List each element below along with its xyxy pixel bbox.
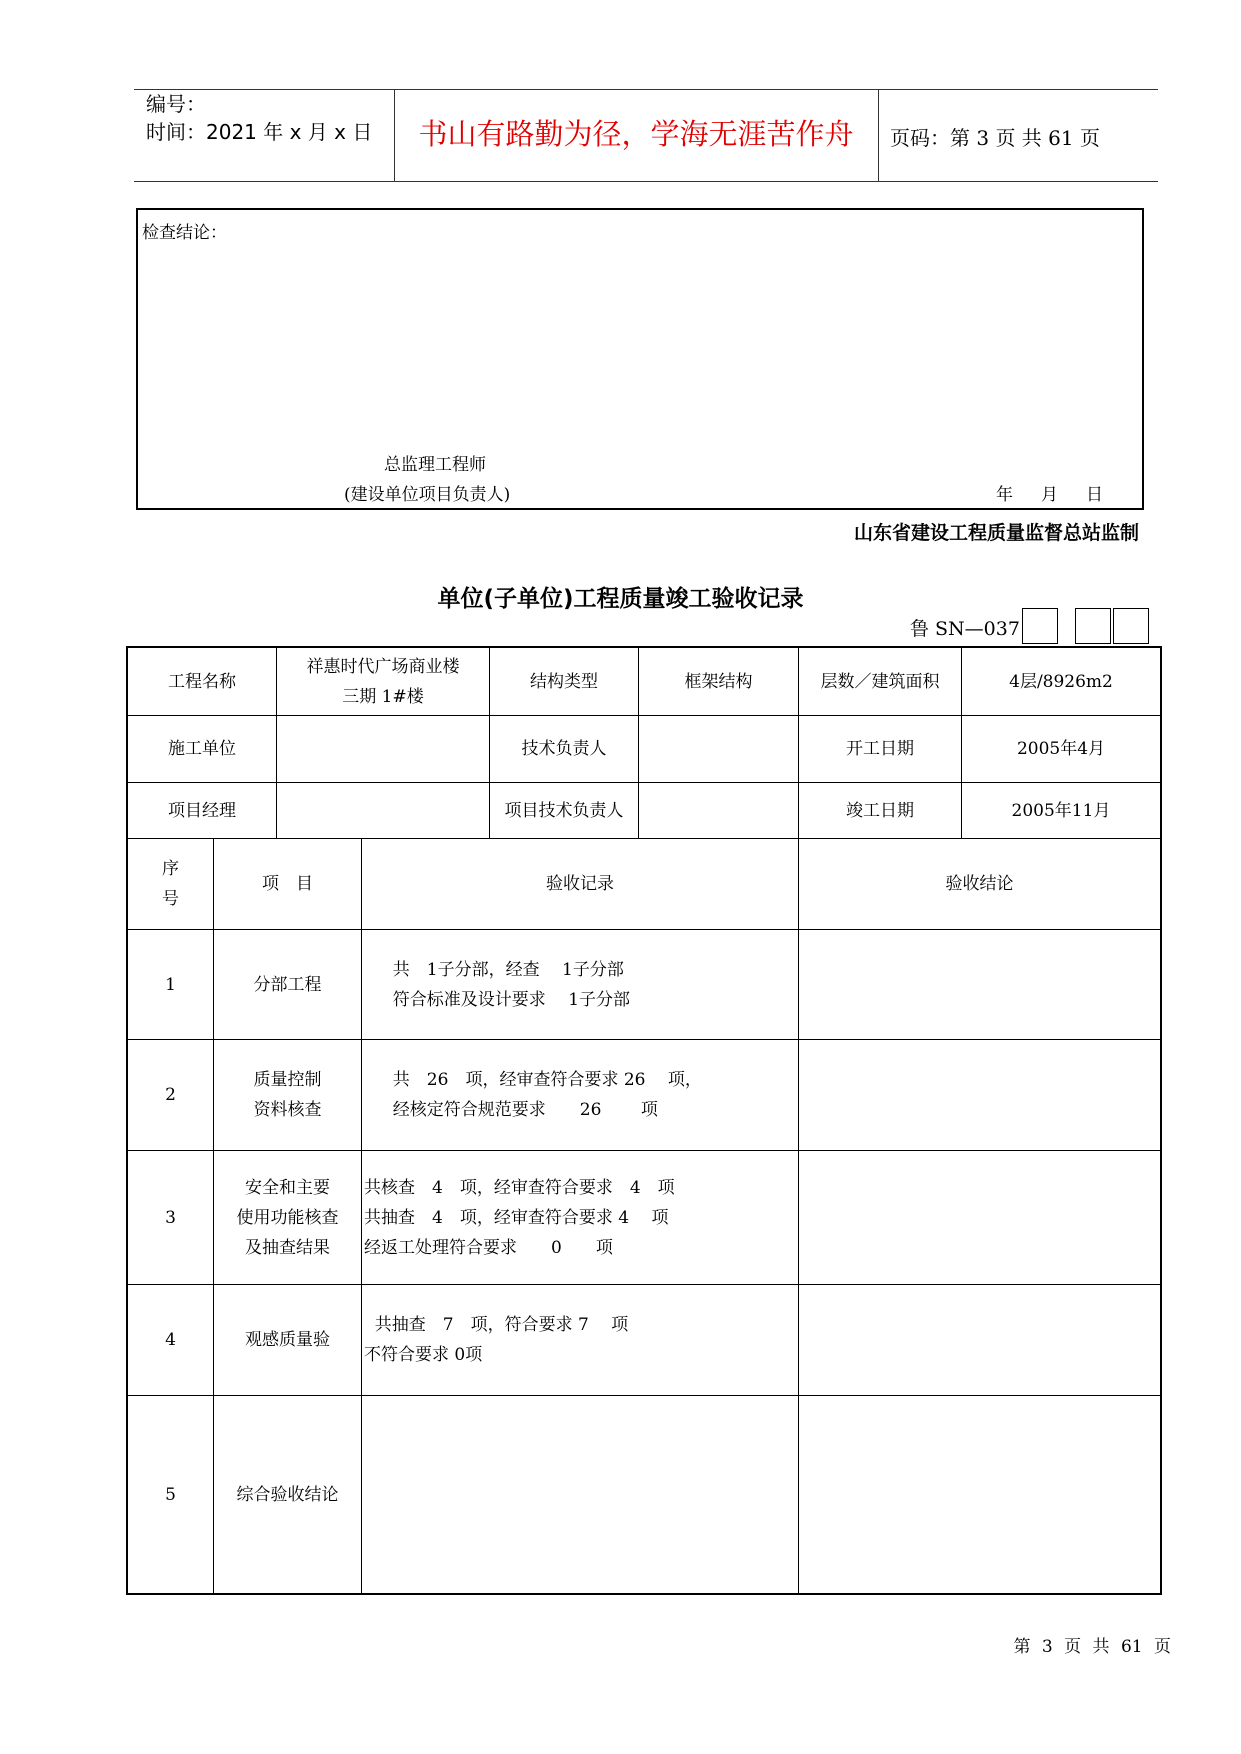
row-record[interactable] [361,1396,798,1593]
info-row-1 [128,648,1160,715]
contractor-label: 施工单位 [168,739,236,759]
row-record[interactable]: 共 26 项，经审查符合要求 26 项， 经核定符合规范要求 26 项 [361,1040,798,1150]
end-date-value[interactable]: 2005年11月 [961,783,1160,838]
project-tech-label: 项目技术负责人 [489,783,638,838]
code-box-2[interactable] [1075,608,1111,644]
table-row [128,1395,1160,1593]
header-divider-2 [878,89,879,181]
row-item: 质量控制 资料核查 [213,1040,361,1150]
start-date-label: 开工日期 [798,716,961,782]
structure-label: 结构类型 [489,648,638,715]
floors-value[interactable]: 4层/8926m2 [961,648,1160,715]
header-divider-1 [394,89,395,181]
row-seq: 2 [165,1085,176,1105]
signer-subtitle: (建设单位项目负责人) [344,485,511,505]
col-conclusion-header: 验收结论 [798,839,1160,929]
header-motto: 书山有路勤为径，学海无涯苦作舟 [418,117,854,151]
header-number-label: 编号： [146,92,206,116]
row-item: 分部工程 [213,930,361,1039]
tech-lead-label: 技术负责人 [489,716,638,782]
inspection-date [996,480,1103,505]
row-record[interactable]: 共 1子分部，经查 1子分部 符合标准及设计要求 1子分部 [361,930,798,1039]
column-header-row [128,838,1160,929]
form-code: 鲁 SN—037 [910,618,1020,640]
row-seq: 3 [165,1207,176,1228]
row-seq: 4 [165,1330,176,1350]
col-item-header: 项 目 [213,839,361,929]
inspection-label: 检查结论： [142,223,227,243]
manager-value[interactable] [276,783,489,838]
date-day: 日 [1086,485,1103,505]
row-item: 安全和主要 使用功能核查 及抽查结果 [213,1151,361,1284]
project-name-value[interactable]: 祥惠时代广场商业楼 三期 1#楼 [276,648,489,715]
form-title: 单位(子单位)工程质量竣工验收记录 [437,586,804,612]
table-row [128,1284,1160,1395]
info-row-2 [128,715,1160,782]
header-time: 时间：2021 年 x 月 x 日 [146,120,373,144]
row-conclusion[interactable] [798,1285,1160,1395]
start-date-value[interactable]: 2005年4月 [961,716,1160,782]
header-meta [146,90,372,146]
structure-value[interactable]: 框架结构 [638,648,798,715]
row-record[interactable]: 共核查 4 项，经审查符合要求 4 项 共抽查 4 项，经审查符合要求 4 项 经返工处理符合要求 0 项 [361,1151,798,1284]
table-row [128,1039,1160,1150]
row-conclusion[interactable] [798,1151,1160,1284]
row-item: 观感质量验 [213,1285,361,1395]
row-item: 综合验收结论 [213,1396,361,1593]
row-conclusion[interactable] [798,1040,1160,1150]
row-record[interactable]: 共抽查 7 项，符合要求 7 项 不符合要求 0项 [361,1285,798,1395]
tech-lead-value[interactable] [638,716,798,782]
signer-title: 总监理工程师 [384,455,486,475]
end-date-label: 竣工日期 [798,783,961,838]
project-name-label: 工程名称 [168,671,236,692]
header-bottom-rule [134,181,1158,182]
code-box-3[interactable] [1113,608,1149,644]
contractor-value[interactable] [276,716,489,782]
row-conclusion[interactable] [798,1396,1160,1593]
row-conclusion[interactable] [798,930,1160,1039]
manager-label: 项目经理 [168,800,236,821]
project-tech-value[interactable] [638,783,798,838]
col-seq-header: 序 号 [162,859,179,909]
table-row [128,1150,1160,1284]
row-seq: 5 [165,1484,176,1505]
date-month: 月 [1041,485,1058,505]
col-record-header: 验收记录 [361,839,798,929]
inspection-box [136,208,1144,510]
header-page-number: 页码：第 3 页 共 61 页 [890,126,1100,150]
row-seq: 1 [165,974,176,995]
acceptance-table [126,646,1162,1595]
date-year: 年 [996,485,1013,505]
code-box-1[interactable] [1022,608,1058,644]
table-row [128,929,1160,1039]
supervisor-note: 山东省建设工程质量监督总站监制 [853,522,1139,544]
info-row-3 [128,782,1160,838]
page-footer: 第 3 页 共 61 页 [1013,1637,1171,1657]
floors-label: 层数／建筑面积 [798,648,961,715]
